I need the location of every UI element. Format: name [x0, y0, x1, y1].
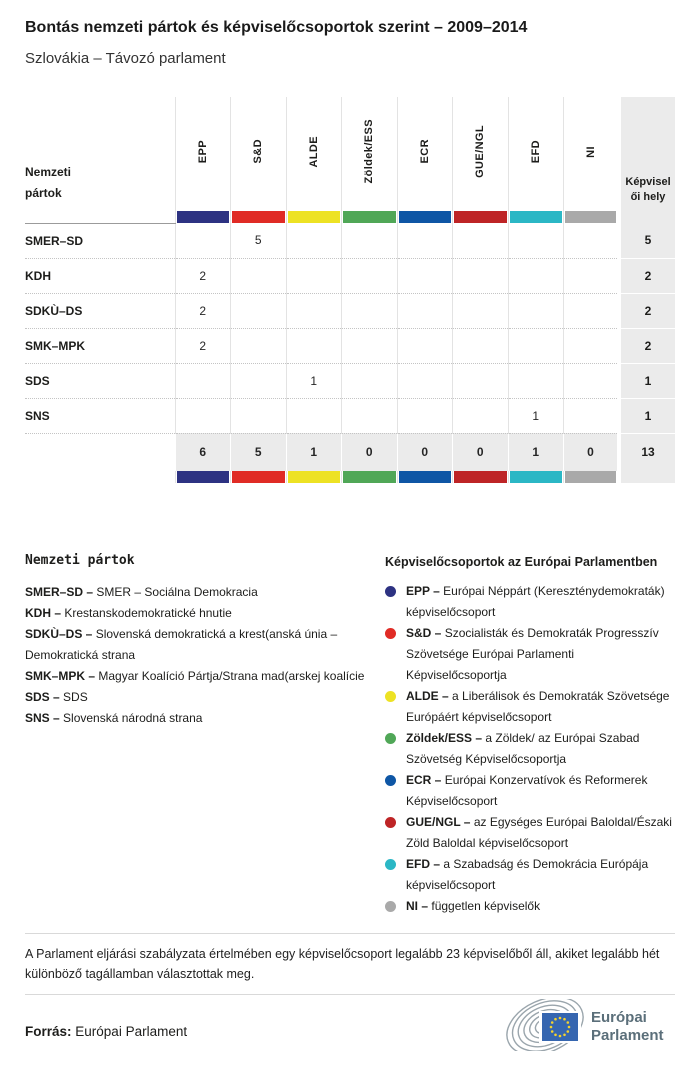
- seat-cell: [564, 363, 620, 398]
- logo-text-line1: Európai: [591, 1009, 647, 1026]
- seat-cell: [231, 293, 287, 328]
- column-header-ecr: ECR: [397, 97, 453, 211]
- source-label: Forrás:: [25, 1024, 72, 1039]
- groups-legend-heading: Képviselőcsoportok az Európai Parlamentben: [385, 555, 658, 569]
- seat-cell: 2: [175, 293, 231, 328]
- alde-legend-dot: [385, 691, 396, 702]
- seat-cell: [508, 363, 564, 398]
- seat-cell: [342, 328, 398, 363]
- seat-cell: [564, 398, 620, 433]
- party-legend-item: SDKÙ–DS – Slovenská demokratická a krest(anská únia – Demokratická strana: [25, 627, 338, 662]
- seat-cell: [564, 328, 620, 363]
- ni-color-bar: [565, 211, 616, 223]
- seat-cell: [342, 258, 398, 293]
- seat-cell: [231, 328, 287, 363]
- seat-cell: [508, 258, 564, 293]
- greens-color-bar: [343, 211, 396, 223]
- guengl-legend-dot: [385, 817, 396, 828]
- seat-cell: [564, 293, 620, 328]
- column-header-greens: Zöldek/ESS: [342, 97, 398, 211]
- column-header-alde: ALDE: [286, 97, 342, 211]
- party-name: SDS: [25, 363, 175, 398]
- seat-cell: [508, 223, 564, 258]
- group-color-bar-row-bottom: [25, 471, 675, 483]
- alde-color-bar: [288, 471, 341, 483]
- seat-cell: [453, 258, 509, 293]
- party-legend-item: KDH – Krestanskodemokratické hnutie: [25, 606, 232, 620]
- seat-cell: [342, 398, 398, 433]
- greens-legend-dot: [385, 733, 396, 744]
- row-seats-total: 2: [619, 258, 675, 293]
- party-name: SNS: [25, 398, 175, 433]
- table-row: [25, 363, 675, 398]
- column-total: 0: [397, 433, 453, 471]
- party-legend-item: SMK–MPK – Magyar Koalíció Pártja/Strana mad(arskej koalície: [25, 669, 365, 683]
- group-legend-item: GUE/NGL – az Egységes Európai Baloldal/Északi Zöld Baloldal képviselőcsoport: [385, 812, 675, 854]
- page-title: Bontás nemzeti pártok és képviselőcsoportok szerint – 2009–2014: [25, 19, 528, 36]
- seat-cell: [342, 363, 398, 398]
- column-total: 6: [175, 433, 231, 471]
- seat-cell: 2: [175, 328, 231, 363]
- party-legend-item: SDS – SDS: [25, 690, 88, 704]
- seats-table: [25, 97, 675, 483]
- page-subtitle: Szlovákia – Távozó parlament: [25, 50, 226, 67]
- seat-cell: [397, 398, 453, 433]
- group-legend-item: S&D – Szocialisták és Demokraták Progresszív Szövetsége Európai Parlamenti Képviselőcsoportja: [385, 623, 675, 686]
- epp-color-bar: [177, 211, 230, 223]
- seat-cell: [453, 398, 509, 433]
- column-total: 0: [453, 433, 509, 471]
- ecr-color-bar: [399, 471, 452, 483]
- seat-cell: [175, 363, 231, 398]
- sd-color-bar: [232, 471, 285, 483]
- seat-cell: 2: [175, 258, 231, 293]
- column-header-sd: S&D: [231, 97, 287, 211]
- seat-cell: [397, 293, 453, 328]
- seat-cell: [175, 223, 231, 258]
- seat-cell: [231, 363, 287, 398]
- column-total: 0: [342, 433, 398, 471]
- column-total: 1: [508, 433, 564, 471]
- seat-cell: [286, 398, 342, 433]
- row-header-line1: Nemzeti: [25, 165, 72, 179]
- column-total: 1: [286, 433, 342, 471]
- seat-cell: 1: [286, 363, 342, 398]
- legends-section: [25, 553, 675, 917]
- greens-color-bar: [343, 471, 396, 483]
- seat-cell: [397, 258, 453, 293]
- ep-hemicycle-logo-icon: [503, 999, 675, 1051]
- column-header-ni: NI: [564, 97, 620, 211]
- seat-cell: [397, 363, 453, 398]
- seat-cell: [453, 363, 509, 398]
- column-total: 0: [564, 433, 620, 471]
- epp-color-bar: [177, 471, 230, 483]
- table-row: [25, 258, 675, 293]
- seat-cell: [342, 293, 398, 328]
- divider: [25, 994, 675, 995]
- party-legend-item: SNS – Slovenská národná strana: [25, 711, 203, 725]
- ecr-color-bar: [399, 211, 452, 223]
- row-header-line2: pártok: [25, 186, 62, 200]
- seat-cell: [564, 258, 620, 293]
- header-underline: [25, 211, 175, 223]
- table-row: [25, 293, 675, 328]
- seat-cell: [397, 223, 453, 258]
- ni-color-bar: [565, 471, 616, 483]
- table-row: [25, 328, 675, 363]
- group-legend-item: EPP – Európai Néppárt (Kereszténydemokraták) képviselőcsoport: [385, 581, 675, 623]
- seat-cell: 5: [231, 223, 287, 258]
- row-seats-total: 2: [619, 328, 675, 363]
- party-name: SDKÙ–DS: [25, 293, 175, 328]
- alde-color-bar: [288, 211, 341, 223]
- seat-cell: 1: [508, 398, 564, 433]
- logo-text-line2: Parlament: [591, 1027, 664, 1044]
- seat-cell: [231, 398, 287, 433]
- column-header-seats: Képviselői hely: [619, 97, 675, 211]
- row-header-label: [25, 97, 175, 211]
- efd-color-bar: [510, 211, 563, 223]
- table-row: [25, 398, 675, 433]
- footnote: A Parlament eljárási szabályzata értelmében egy képviselőcsoport legalább 23 képviselőből áll, akiket legalább hét különböző tagállamban választottak meg.: [25, 947, 660, 981]
- seat-cell: [231, 258, 287, 293]
- seat-cell: [564, 223, 620, 258]
- group-legend-item: EFD – a Szabadság és Demokrácia Európája képviselőcsoport: [385, 854, 675, 896]
- totals-row: [25, 433, 675, 471]
- seat-cell: [453, 223, 509, 258]
- row-seats-total: 2: [619, 293, 675, 328]
- seat-cell: [286, 293, 342, 328]
- column-header-epp: EPP: [175, 97, 231, 211]
- seat-cell: [453, 328, 509, 363]
- group-legend-item: ALDE – a Liberálisok és Demokraták Szövetsége Európáért képviselőcsoport: [385, 686, 675, 728]
- group-color-bar-row-top: [25, 211, 675, 223]
- row-seats-total: 1: [619, 398, 675, 433]
- seat-cell: [453, 293, 509, 328]
- party-name: KDH: [25, 258, 175, 293]
- seat-cell: [508, 293, 564, 328]
- column-header-guengl: GUE/NGL: [453, 97, 509, 211]
- parties-legend-heading: Nemzeti pártok: [25, 553, 135, 568]
- political-groups-legend: [385, 553, 675, 917]
- efd-legend-dot: [385, 859, 396, 870]
- efd-color-bar: [510, 471, 563, 483]
- party-legend-item: SMER–SD – SMER – Sociálna Demokracia: [25, 585, 258, 599]
- source-line: [25, 1024, 187, 1039]
- seat-cell: [342, 223, 398, 258]
- group-legend-item: ECR – Európai Konzervatívok és Reformerek Képviselőcsoport: [385, 770, 675, 812]
- divider: [25, 933, 675, 934]
- ecr-legend-dot: [385, 775, 396, 786]
- european-parliament-logo: [503, 999, 675, 1051]
- grand-total: 13: [619, 433, 675, 471]
- party-name: SMER–SD: [25, 233, 84, 248]
- row-seats-total: 1: [619, 363, 675, 398]
- totals-label-cell: [25, 433, 175, 471]
- table-row: [25, 223, 675, 258]
- sd-legend-dot: [385, 628, 396, 639]
- seat-cell: [286, 328, 342, 363]
- party-name: SMK–MPK: [25, 328, 175, 363]
- footer: [25, 999, 675, 1051]
- ni-legend-dot: [385, 901, 396, 912]
- guengl-color-bar: [454, 211, 507, 223]
- seat-cell: [508, 328, 564, 363]
- group-legend-item: Zöldek/ESS – a Zöldek/ az Európai Szabad Szövetség Képviselőcsoportja: [385, 728, 675, 770]
- seat-cell: [286, 258, 342, 293]
- national-parties-legend: [25, 553, 385, 917]
- table-header-row: [25, 97, 675, 211]
- epp-legend-dot: [385, 586, 396, 597]
- group-legend-item: NI – független képviselők: [385, 896, 675, 917]
- guengl-color-bar: [454, 471, 507, 483]
- seat-cell: [286, 223, 342, 258]
- column-total: 5: [231, 433, 287, 471]
- column-header-efd: EFD: [508, 97, 564, 211]
- seat-cell: [175, 398, 231, 433]
- seat-cell: [397, 328, 453, 363]
- sd-color-bar: [232, 211, 285, 223]
- row-seats-total: 5: [619, 223, 675, 258]
- source-value: Európai Parlament: [75, 1024, 188, 1039]
